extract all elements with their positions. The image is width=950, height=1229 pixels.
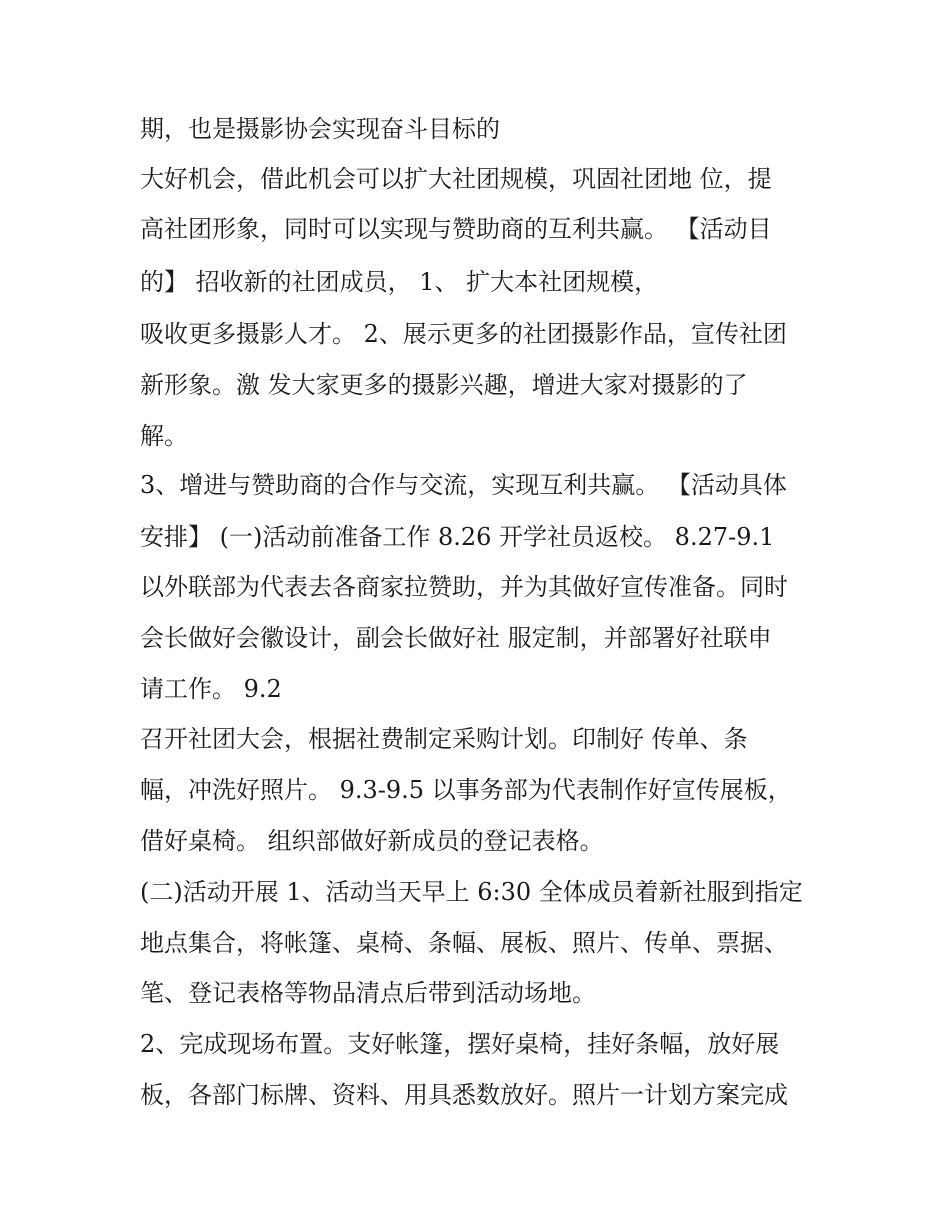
text-line: 会长做好会徽设计，副会长做好社 服定制，并部署好社联申 — [140, 624, 772, 652]
text-line: 安排】 (一)活动前准备工作 8.26 开学社员返校。 8.27-9.1 — [140, 523, 775, 551]
text-line: 笔、登记表格等物品清点后带到活动场地。 — [140, 979, 596, 1007]
text-line: 2、完成现场布置。支好帐篷，摆好桌椅，挂好条幅，放好展 — [140, 1030, 780, 1058]
text-line: 幅，冲洗好照片。 9.3-9.5 以事务部为代表制作好宣传展板， — [140, 776, 792, 804]
text-line: 解。 — [140, 422, 188, 450]
text-line: 召开社团大会，根据社费制定采购计划。印制好 传单、条 — [140, 725, 748, 753]
text-line: 高社团形象，同时可以实现与赞助商的互利共赢。 【活动目 — [140, 215, 772, 243]
text-line: 板，各部门标牌、资料、用具悉数放好。照片一计划方案完成 — [140, 1081, 788, 1109]
text-line: 以外联部为代表去各商家拉赞助，并为其做好宣传准备。同时 — [140, 573, 788, 601]
text-line: 3、增进与赞助商的合作与交流，实现互利共赢。 【活动具体 — [140, 471, 787, 499]
text-line: 请工作。 9.2 — [140, 675, 282, 703]
text-line: 期，也是摄影协会实现奋斗目标的 — [140, 115, 500, 143]
text-line: 吸收更多摄影人才。 2、展示更多的社团摄影作品，宣传社团 — [140, 320, 787, 348]
text-line: (二)活动开展 1、活动当天早上 6:30 全体成员着新社服到指定 — [140, 878, 803, 906]
text-line: 的】 招收新的社团成员， 1、 扩大本社团规模， — [140, 268, 659, 296]
text-line: 地点集合，将帐篷、桌椅、条幅、展板、照片、传单、票据、 — [140, 929, 788, 957]
text-line: 大好机会，借此机会可以扩大社团规模，巩固社团地 位，提 — [140, 165, 772, 193]
text-line: 借好桌椅。 组织部做好新成员的登记表格。 — [140, 827, 604, 855]
text-line: 新形象。激 发大家更多的摄影兴趣，增进大家对摄影的了 — [140, 371, 748, 399]
